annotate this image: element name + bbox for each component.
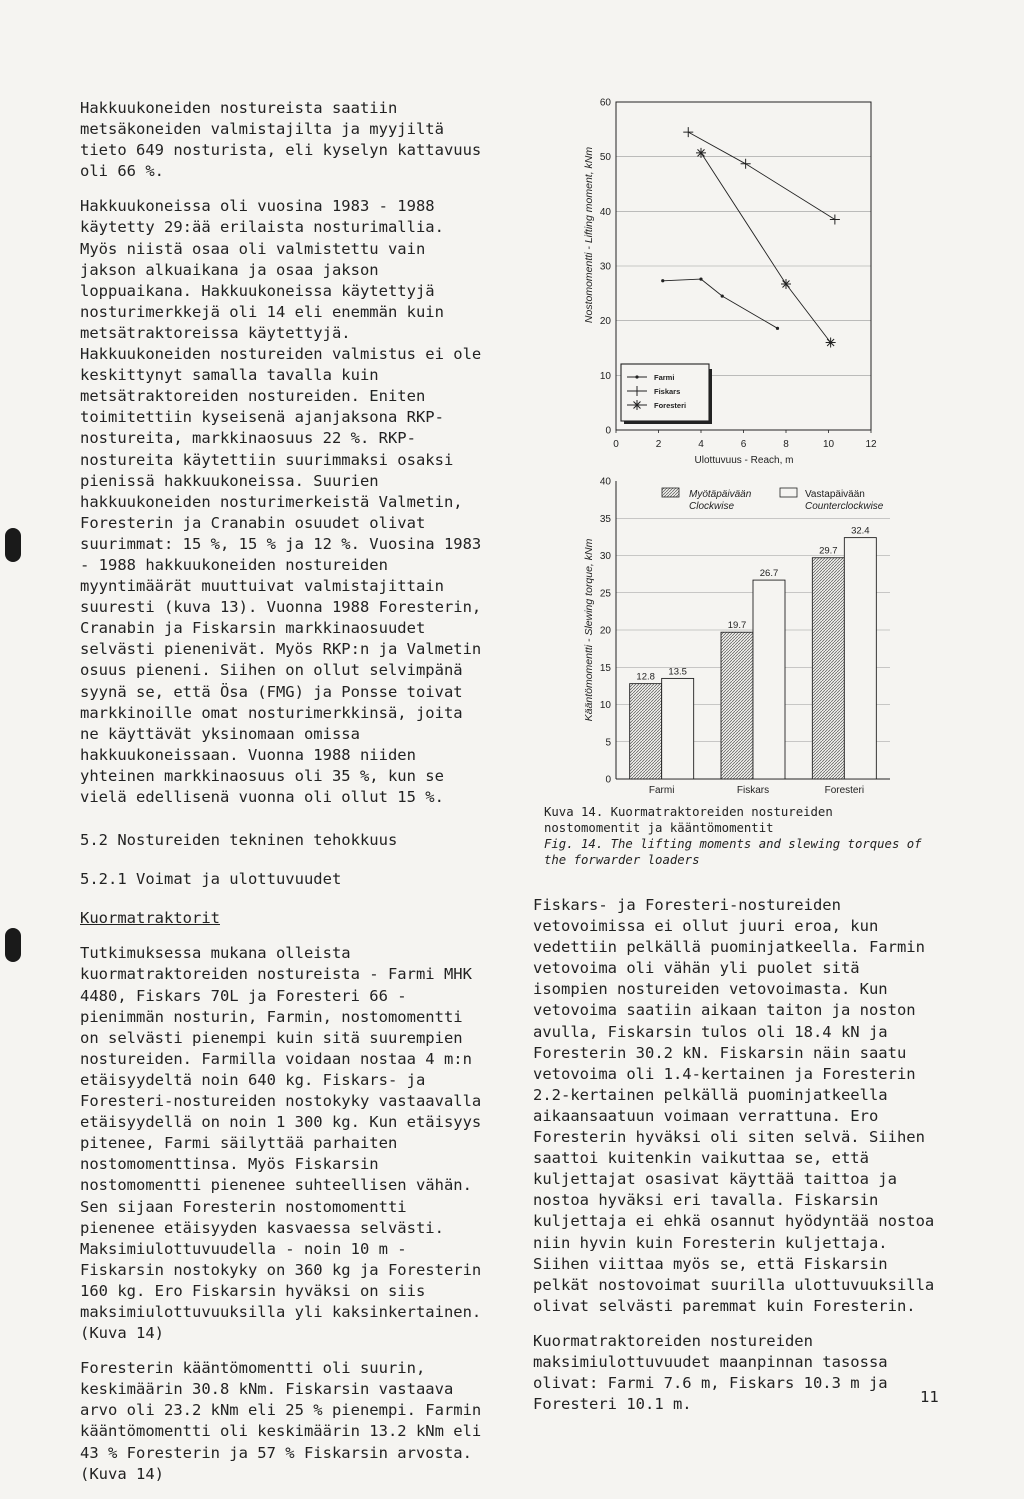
- y-tick-label: 15: [599, 662, 611, 674]
- legend-label-farmi: Farmi: [654, 373, 675, 382]
- y-tick-label: 10: [599, 700, 611, 711]
- bar-value-label: 29.7: [819, 545, 838, 557]
- bar-value-label: 19.7: [727, 620, 747, 632]
- bar-farmi-clockwise: [630, 684, 662, 779]
- y-tick-label: 25: [599, 588, 611, 600]
- x-tick-label: Fiskars: [736, 785, 770, 796]
- x-tick-label: 6: [740, 439, 747, 450]
- caption-en: Fig. 14. The lifting moments and slewing torques of the forwarder loaders: [544, 837, 922, 867]
- y-tick-label: 10: [599, 370, 611, 382]
- paragraph: Fiskars- ja Foresteri-nostureiden vetovoimissa ei ollut juuri eroa, kun vedettiin pelkällä puominjatkeella. Farmin vetovoima oli vähän yli puolet sitä isompien nostureiden vetovoimasta. Kun vetovoima saatiin aikaan taiton ja noston avulla, Fiskarsin tulos oli 18.4 kN ja Foresterin 30.2 kN. Fiskarsin näin saatu vetovoima oli 1.4-kertainen ja Foresterin 2.2-kertainen pelkällä puominjatkeella aikaansaatuun voimaan verrattuna. Ero Foresterin hyväksi oli siten selvä. Siihen saattoi kuitenkin vaikuttaa se, että kuljettajat osasivat käyttää taittoa ja nostoa hyväksi eri tavalla. Fiskarsin kuljettaja ei ehkä osannut hyödyntää nostoa niin hyvin kuin Foresterin kuljettaja. Siihen viittaa myös se, että Fiskarsin pelkät nostovoimat suurilla ulottuvuuksilla olivat selvästi paremmat kuin Foresterin.: [533, 896, 935, 1315]
- subsection-heading: 5.2.1 Voimat ja ulottuvuudet: [80, 870, 342, 889]
- bar-fiskars-counterclockwise: [753, 580, 785, 779]
- y-tick-label: 0: [605, 425, 611, 437]
- subheading: Kuormatraktorit: [80, 909, 220, 928]
- y-tick-label: 20: [599, 625, 611, 637]
- bar-foresteri-counterclockwise: [844, 538, 876, 779]
- x-tick-label: 8: [783, 439, 789, 450]
- legend-label-fiskars: Fiskars: [654, 387, 681, 396]
- x-tick-label: 0: [613, 439, 619, 450]
- binding-hole-2: [5, 928, 21, 962]
- x-tick-label: Foresteri: [824, 785, 865, 796]
- legend-label-foresteri: Foresteri: [654, 401, 687, 410]
- bar-chart-marks: [630, 526, 877, 796]
- y-tick-label: 40: [599, 476, 611, 488]
- y-tick-label: 30: [599, 261, 611, 273]
- bar-value-label: 26.7: [759, 568, 779, 580]
- right-column: [533, 895, 943, 1429]
- y-tick-label: 35: [599, 513, 611, 525]
- y-tick-label: 5: [605, 737, 611, 749]
- y-tick-label: 40: [599, 206, 611, 218]
- bar-foresteri-clockwise: [812, 558, 844, 779]
- y-tick-label: 50: [599, 152, 611, 164]
- line-chart-x-label: Ulottuvuus - Reach, m: [694, 455, 794, 466]
- bar-value-label: 13.5: [668, 666, 687, 678]
- page-number: 11: [920, 1388, 939, 1406]
- legend-counterclockwise-fi: Vastapäivään: [805, 489, 865, 500]
- caption-fi: Kuva 14. Kuormatraktoreiden nostureiden nostomomentit ja kääntömomentit: [544, 805, 833, 835]
- bar-value-label: 32.4: [851, 525, 870, 537]
- y-tick-label: 30: [599, 551, 611, 562]
- bar-value-label: 12.8: [636, 671, 655, 683]
- x-tick-label: 4: [698, 439, 704, 450]
- paragraph: Tutkimuksessa mukana olleista kuormatraktoreiden nostureista - Farmi MHK 4480, Fiskars 70L ja Foresteri 66 - pienimmän nosturin, Farmin, nostomomentti on selvästi pienempi kuin sitä suurempien nostureiden. Farmilla voidaan nostaa 4 m:n etäisyydeltä noin 640 kg. Fiskars- ja Foresteri-nostureiden nostokyky vastaavalla etäisyydellä on noin 1 300 kg. Kun etäisyys pitenee, Farmi säilyttää parhaiten nostomomenttinsa. Myös Fiskarsin nostomomentti pienenee suhteellisen vähän. Sen sijaan Foresterin nostomomentti pienenee etäisyyden kasvaessa selvästi. Maksimiulottuvuudella - noin 10 m - Fiskarsin nostokyky on 360 kg ja Foresterin 160 kg. Ero Fiskarsin hyväksi on siis maksimiulottuvuuksilla yli kaksinkertainen. (Kuva 14): [80, 944, 482, 1343]
- line-chart-y-label: Nostomomentti - Lifting moment, kNm: [583, 146, 595, 324]
- x-tick-label: 12: [865, 439, 877, 450]
- bar-chart-legend: [662, 488, 884, 512]
- y-tick-label: 60: [599, 97, 611, 109]
- legend-counterclockwise-en: Counterclockwise: [805, 501, 884, 512]
- y-tick-label: 20: [599, 316, 611, 328]
- bar-fiskars-clockwise: [721, 632, 753, 779]
- paragraph: Hakkuukoneiden nostureista saatiin metsäkoneiden valmistajilta ja myyjiltä tieto 649 nosturista, eli kyselyn kattavuus oli 66 %.: [80, 99, 482, 181]
- figure-caption: [544, 804, 924, 868]
- section-heading: 5.2 Nostureiden tekninen tehokkuus: [80, 831, 398, 850]
- x-tick-label: 10: [822, 439, 835, 450]
- x-tick-label: 2: [655, 439, 662, 450]
- paragraph: Hakkuukoneissa oli vuosina 1983 - 1988 käytetty 29:ää erilaista nosturimallia. Myös niistä osaa oli valmistettu vain jakson alkuaikana ja osaa jakson loppuaikana. Hakkuukoneissa käytettyjä nosturimerkkejä oli 14 eli enemmän kuin metsätraktoreissa käytettyjä. Hakkuukoneiden nostureiden valmistus ei ole keskittynyt samalla tavalla kuin metsätraktoreiden nostureiden. Eniten toimitettiin kyseisenä ajanjaksona RKP-nostureita, markkinaosuus 22 %. RKP-nostureita käytettiin suurimmaksi osaksi pienissä hakkuukoneissa. Suurien hakkuukoneiden nosturimerkeistä Valmetin, Foresterin ja Cranabin osuudet olivat suurimmat: 15 %, 15 % ja 12 %. Vuosina 1983 - 1988 hakkuukoneiden nostureiden myyntimäärät muuttuivat valmistajittain suuresti (kuva 13). Vuonna 1988 Foresterin, Cranabin ja Fiskarsin markkinaosuudet selvästi pienenivät. Myös RKP:n ja Valmetin osuus pieneni. Siihen on ollut selvimpänä syynä se, että Ösa (FMG) ja Ponsse toivat markkinoille omat nosturimerkkinsä, joita ne käyttävät yksinomaan omissa hakkuukoneissaan. Vuonna 1988 niiden yhteinen markkinaosuus oli 35 %, kun se vielä edellisenä vuonna oli ollut 15 %.: [80, 197, 482, 806]
- paragraph: Foresterin kääntömomentti oli suurin, keskimäärin 30.8 kNm. Fiskarsin vastaava arvo oli 23.2 kNm eli 25 % pienempi. Farmin kääntömomentti oli keskimäärin 13.2 kNm eli 43 % Foresterin ja 57 % Fiskarsin arvosta. (Kuva 14): [80, 1359, 482, 1483]
- bar-farmi-counterclockwise: [662, 678, 694, 779]
- legend-clockwise-fi: Myötäpäivään: [689, 489, 752, 500]
- bar-chart-y-label: Kääntömomentti - Slewing torque, kNm: [583, 538, 595, 722]
- paragraph: Kuormatraktoreiden nostureiden maksimiulottuvuudet maanpinnan tasossa olivat: Farmi 7.6 m, Fiskars 10.3 m ja Foresteri 10.1 m.: [533, 1331, 888, 1414]
- legend-clockwise-en: Clockwise: [689, 501, 735, 512]
- x-tick-label: Farmi: [648, 785, 675, 796]
- y-tick-label: 0: [605, 774, 611, 786]
